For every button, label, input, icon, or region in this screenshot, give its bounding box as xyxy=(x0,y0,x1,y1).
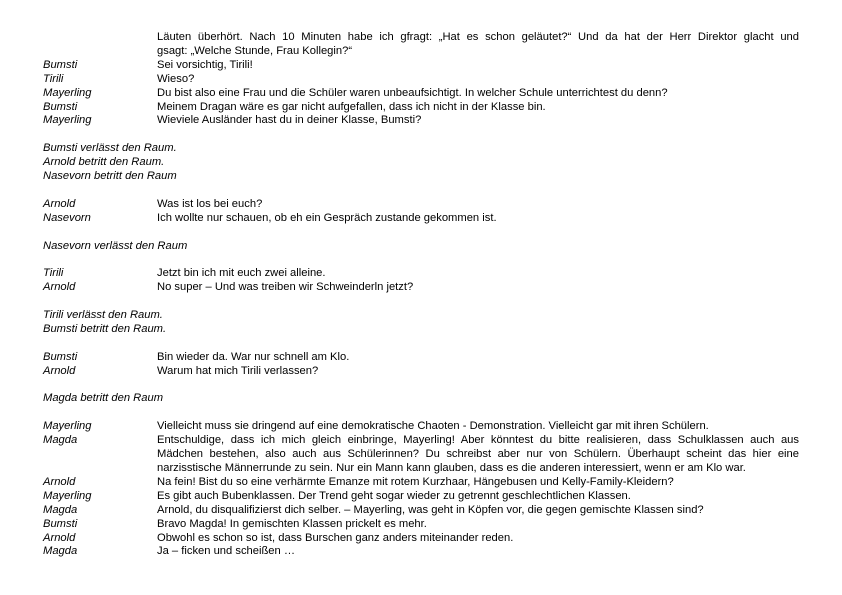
dialogue-text: Ja – ficken und scheißen … xyxy=(157,545,296,558)
speaker-name: Mayerling xyxy=(43,114,92,127)
dialogue-line xyxy=(43,504,799,518)
blank-line xyxy=(43,226,799,240)
dialogue-text: Wieviele Ausländer hast du in deiner Klasse, Bumsti? xyxy=(157,114,422,127)
continuation-line xyxy=(43,462,799,476)
dialogue-text: Was ist los bei euch? xyxy=(157,197,263,210)
script-page xyxy=(43,31,799,559)
dialogue-line xyxy=(43,545,799,559)
dialogue-text: Meinem Dragan wäre es gar nicht aufgefallen, dass ich nicht in der Klasse bin. xyxy=(157,100,546,113)
blank-line xyxy=(43,337,799,351)
stage-direction: Magda betritt den Raum xyxy=(43,392,164,405)
dialogue-line xyxy=(43,87,799,101)
speaker-name: Bumsti xyxy=(43,100,78,113)
speaker-name: Mayerling xyxy=(43,420,92,433)
blank-line xyxy=(43,184,799,198)
speaker-name: Mayerling xyxy=(43,86,92,99)
speaker-name: Arnold xyxy=(43,281,76,294)
dialogue-text: Vielleicht muss sie dringend auf eine demokratische Chaoten - Demonstration. Vielleicht gar mit ihren Schülern. xyxy=(157,420,709,433)
dialogue-text: Mädchen bestehen, also auch aus Schülerinnen? Du schreibst aber nur von Schülern. Überhaupt scheint das hier eine xyxy=(157,448,799,461)
dialogue-line xyxy=(43,476,799,490)
speaker-name: Bumsti xyxy=(43,58,78,71)
dialogue-line xyxy=(43,59,799,73)
dialogue-line xyxy=(43,532,799,546)
stage-direction: Arnold betritt den Raum. xyxy=(43,156,165,169)
dialogue-text: Ich wollte nur schauen, ob eh ein Gespräch zustande gekommen ist. xyxy=(157,211,497,224)
dialogue-text: Na fein! Bist du so eine verhärmte Emanze mit rotem Kurzhaar, Hängebusen und Kelly-Family-Kleidern? xyxy=(157,475,674,488)
dialogue-line xyxy=(43,365,799,379)
speaker-name: Tirili xyxy=(43,267,64,280)
dialogue-line xyxy=(43,490,799,504)
stage-direction: Bumsti betritt den Raum. xyxy=(43,322,167,335)
dialogue-line xyxy=(43,420,799,434)
dialogue-text: Jetzt bin ich mit euch zwei alleine. xyxy=(157,267,326,280)
speaker-name: Tirili xyxy=(43,72,64,85)
dialogue-line xyxy=(43,267,799,281)
dialogue-line xyxy=(43,198,799,212)
speaker-name: Mayerling xyxy=(43,489,92,502)
continuation-line xyxy=(43,448,799,462)
dialogue-text: No super – Und was treiben wir Schweinderln jetzt? xyxy=(157,281,414,294)
stage-direction: Nasevorn betritt den Raum xyxy=(43,170,177,183)
dialogue-line xyxy=(43,73,799,87)
speaker-name: Bumsti xyxy=(43,517,78,530)
speaker-name: Arnold xyxy=(43,197,76,210)
dialogue-text: Wieso? xyxy=(157,72,195,85)
stage-direction: Nasevorn verlässt den Raum xyxy=(43,239,188,252)
blank-line xyxy=(43,295,799,309)
speaker-name: Magda xyxy=(43,434,78,447)
dialogue-text: Es gibt auch Bubenklassen. Der Trend geht sogar wieder zu getrennt geschlechtlichen Klassen. xyxy=(157,489,631,502)
dialogue-text: Arnold, du disqualifizierst dich selber. – Mayerling, was geht in Köpfen vor, die gegen gemischte Klassen sind? xyxy=(157,503,704,516)
dialogue-text: Sei vorsichtig, Tirili! xyxy=(157,58,253,71)
speaker-name: Arnold xyxy=(43,364,76,377)
speaker-name: Magda xyxy=(43,545,78,558)
dialogue-line xyxy=(43,518,799,532)
dialogue-text: gsagt: „Welche Stunde, Frau Kollegin?“ xyxy=(157,44,353,57)
blank-line xyxy=(43,253,799,267)
continuation-line xyxy=(43,31,799,45)
speaker-name: Magda xyxy=(43,503,78,516)
dialogue-text: Läuten überhört. Nach 10 Minuten habe ich gfragt: „Hat es schon geläutet?“ Und da hat der Herr Direktor glacht und xyxy=(157,31,799,43)
speaker-name: Arnold xyxy=(43,475,76,488)
dialogue-line xyxy=(43,281,799,295)
speaker-name: Nasevorn xyxy=(43,211,91,224)
dialogue-line xyxy=(43,434,799,448)
dialogue-text: narzisstische Männerrunde zu sein. Nur ein Mann kann glauben, dass es die anderen interessiert, wenn er am Klo war. xyxy=(157,461,746,474)
dialogue-text: Du bist also eine Frau und die Schüler waren unbeaufsichtigt. In welcher Schule unterrichtest du denn? xyxy=(157,86,668,99)
dialogue-line xyxy=(43,212,799,226)
dialogue-text: Obwohl es schon so ist, dass Burschen ganz anders miteinander reden. xyxy=(157,531,514,544)
speaker-name: Bumsti xyxy=(43,350,78,363)
continuation-line xyxy=(43,45,799,59)
blank-line xyxy=(43,379,799,393)
stage-direction: Tirili verlässt den Raum. xyxy=(43,309,163,322)
blank-line xyxy=(43,406,799,420)
stage-direction: Bumsti verlässt den Raum. xyxy=(43,142,177,155)
dialogue-text: Entschuldige, dass ich mich gleich einbringe, Mayerling! Aber könntest du bitte realisieren, dass Schulklassen auch aus xyxy=(157,434,799,447)
dialogue-text: Bravo Magda! In gemischten Klassen prickelt es mehr. xyxy=(157,517,427,530)
dialogue-text: Warum hat mich Tirili verlassen? xyxy=(157,364,319,377)
dialogue-text: Bin wieder da. War nur schnell am Klo. xyxy=(157,350,350,363)
blank-line xyxy=(43,128,799,142)
speaker-name: Arnold xyxy=(43,531,76,544)
dialogue-line xyxy=(43,101,799,115)
dialogue-line xyxy=(43,114,799,128)
dialogue-line xyxy=(43,351,799,365)
